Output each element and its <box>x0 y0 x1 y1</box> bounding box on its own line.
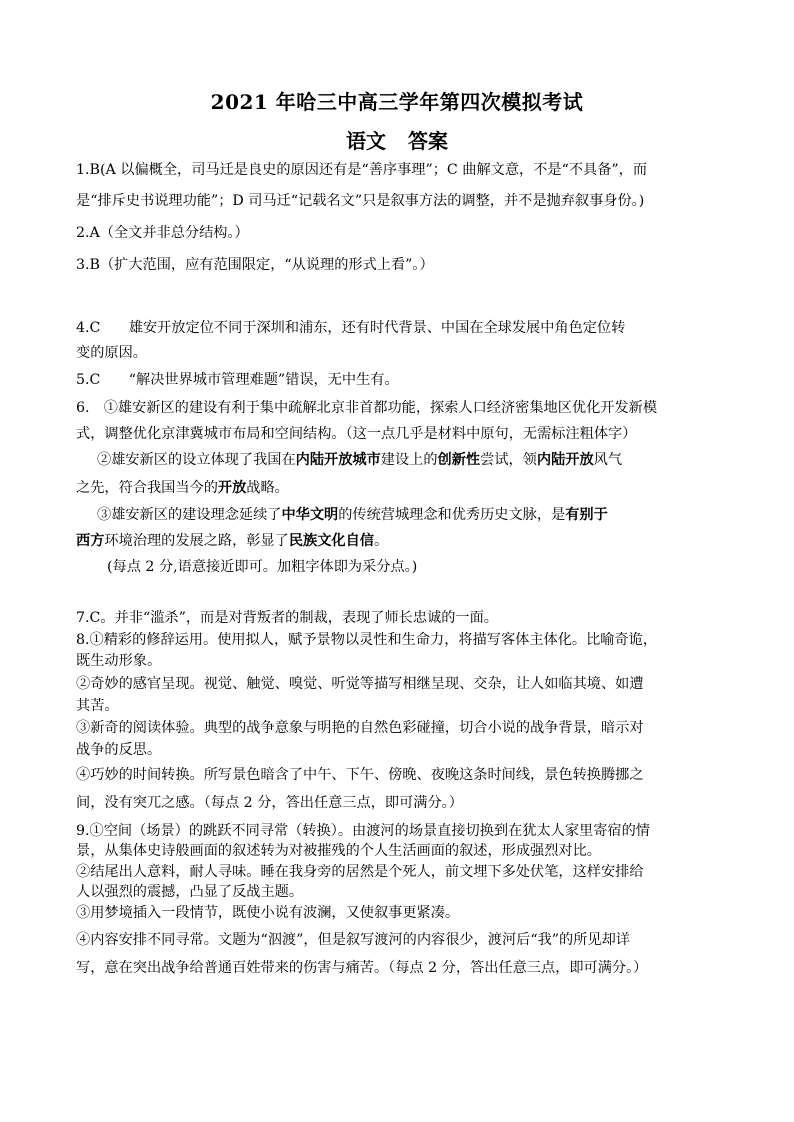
page-subtitle <box>0 125 794 154</box>
answer-line-q9-b: 景，从集体史诗般画面的叙述转为对被摧残的个人生活画面的叙述，形成强烈对比。 <box>76 843 601 859</box>
key-point: 西方 <box>76 533 105 549</box>
answer-line-q6-point3-a: ③雄安新区的建设理念延续了中华文明的传统营城理念和优秀历史文脉，是有别于 <box>97 507 608 523</box>
answer-line-q8-b: 既生动形象。 <box>76 653 162 669</box>
answer-line-q6-point2-b: 之先，符合我国当今的开放战略。 <box>76 480 289 496</box>
answer-line-q9-a: 9.①空间（场景）的跳跃不同寻常（转换）。由渡河的场景直接切换到在犹太人家里寄宿的情 <box>76 823 650 839</box>
key-point: 内陆开放城市 <box>295 452 381 468</box>
scoring-note-q6: (每点 2 分,语意接近即可。加粗字体即为采分点。) <box>107 559 418 575</box>
answer-label: 答案 <box>408 129 448 153</box>
key-point: 创新性 <box>437 452 481 468</box>
answer-line-q1-b: 是“排斥史书说理功能”；D 司马迁“记载名文”只是叙事方法的调整，并不是抛弃叙事身份。) <box>76 193 645 209</box>
answer-line-q9-g: 写，意在突出战争给普通百姓带来的伤害与痛苦。（每点 2 分，答出任意三点，即可满分。） <box>76 960 648 976</box>
answer-line-q4-a: 4.C 雄安开放定位不同于深圳和浦东，还有时代背景、中国在全球发展中角色定位转 <box>76 320 626 336</box>
answer-line-q9-d: 人以强烈的震撼，凸显了反战主题。 <box>76 884 304 900</box>
answer-line-q9-f: ④内容安排不同寻常。文题为“泅渡”，但是叙写渡河的内容很少，渡河后“我”的所见却详 <box>76 932 630 948</box>
answer-line-q6-b: 式，调整优化京津冀城市布局和空间结构。（这一点几乎是材料中原句，无需标注粗体字） <box>76 426 637 442</box>
answer-line-q9-e: ③用梦境插入一段情节，既使小说有波澜，又使叙事更紧凑。 <box>76 905 460 921</box>
answer-line-q2: 2.A（全文并非总分结构。） <box>76 225 249 241</box>
key-point: 中华文明 <box>281 507 339 523</box>
key-point: 开放 <box>217 480 247 496</box>
answer-line-q8-a: 8.①精彩的修辞运用。使用拟人，赋予景物以灵性和生命力，将描写客体主体化。比喻奇诡， <box>76 632 658 648</box>
answer-line-q6-point2-a: ②雄安新区的设立体现了我国在内陆开放城市建设上的创新性尝试，领内陆开放风气 <box>97 452 623 468</box>
answer-line-q1-a: 1.B(A 以偏概全，司马迁是良史的原因还有是“善序事理”；C 曲解文意，不是“不具备”，而 <box>76 162 648 178</box>
answer-line-q6-point3-b: 西方环境治理的发展之路，彰显了民族文化自信。 <box>76 533 389 549</box>
answer-line-q8-h: 间，没有突兀之感。（每点 2 分，答出任意三点，即可满分。） <box>76 795 463 811</box>
answer-line-q8-d: 其苦。 <box>76 698 119 714</box>
subject-label: 语文 <box>346 129 386 153</box>
key-point: 有别于 <box>565 507 608 523</box>
answer-line-q8-c: ②奇妙的感官呈现。视觉、触觉、嗅觉、听觉等描写相继呈现、交杂，让人如临其境、如遭 <box>76 676 644 692</box>
answer-line-q6-a: 6. ①雄安新区的建设有利于集中疏解北京非首都功能，探索人口经济密集地区优化开发新模 <box>76 400 658 416</box>
key-point: 民族文化自信 <box>288 533 374 549</box>
answer-line-q5: 5.C “解决世界城市管理难题”错误，无中生有。 <box>76 372 399 388</box>
answer-line-q3: 3.B（扩大范围，应有范围限定，“从说理的形式上看”。） <box>76 257 434 273</box>
answer-line-q4-b: 变的原因。 <box>76 345 147 361</box>
answer-line-q8-f: 战争的反思。 <box>76 742 162 758</box>
answer-line-q8-e: ③新奇的阅读体验。典型的战争意象与明艳的自然色彩碰撞，切合小说的战争背景，暗示对 <box>76 720 644 736</box>
key-point: 内陆开放 <box>536 452 594 468</box>
answer-line-q8-g: ④巧妙的时间转换。所写景色暗含了中午、下午、傍晚、夜晚这条时间线，景色转换腾挪之 <box>76 767 644 783</box>
answer-line-q9-c: ②结尾出人意料，耐人寻味。睡在我身旁的居然是个死人，前文埋下多处伏笔，这样安排给 <box>76 864 644 880</box>
answer-line-q7: 7.C。并非“滥杀”，而是对背叛者的制裁，表现了师长忠诚的一面。 <box>76 610 498 626</box>
page-title: 2021 年哈三中高三学年第四次模拟考试 <box>210 90 584 114</box>
